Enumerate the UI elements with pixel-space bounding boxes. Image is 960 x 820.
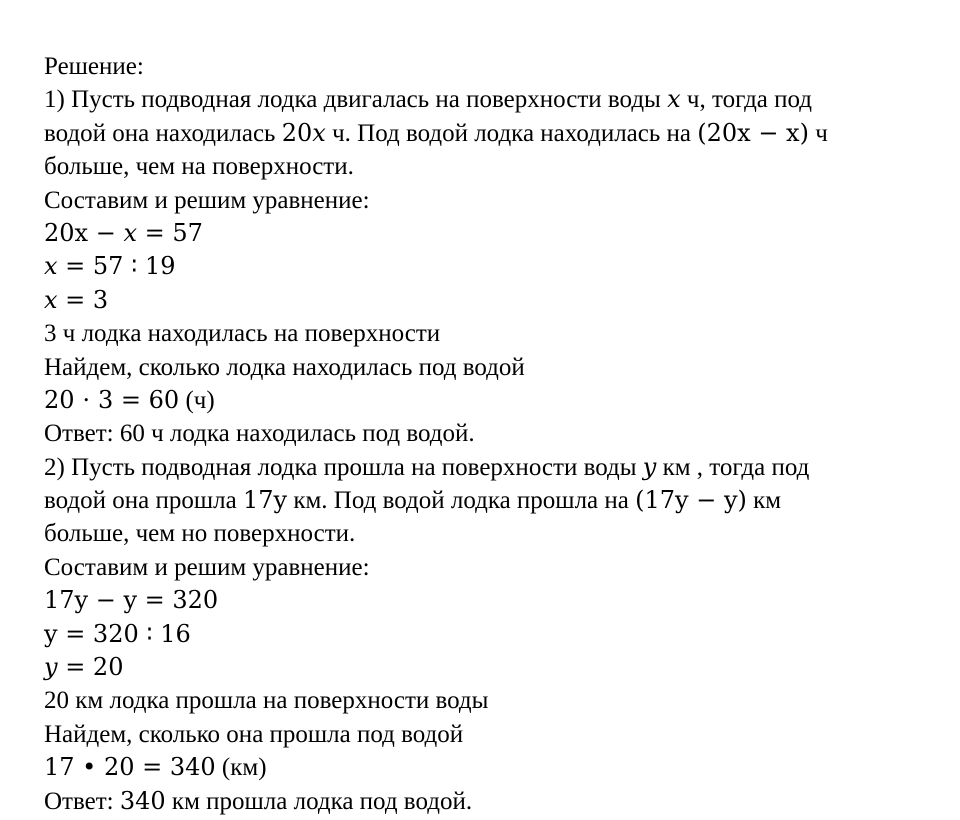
p2-equation-2 — [44, 618, 956, 651]
p1-equation-1 — [44, 217, 956, 250]
p2-l4-text: Составим и решим уравнение: — [44, 553, 370, 581]
p1-l9-text: Найдем, сколько лодка находилась под водой — [44, 353, 525, 381]
p2-answer — [44, 785, 956, 818]
p2-answer-text-b: км прошла лодка под водой. — [165, 787, 473, 815]
p2-equation-1 — [44, 584, 956, 617]
p1-line-1 — [44, 83, 956, 116]
p1-l2-variable: x — [312, 118, 326, 147]
p2-calculation — [44, 751, 956, 784]
p1-line-9 — [44, 351, 956, 384]
heading-text: Решение: — [44, 53, 144, 80]
p1-l2-text-b: ч. Под водой лодка находилась на — [325, 119, 698, 147]
p1-l8-text: 3 ч лодка находилась на поверхности — [44, 320, 441, 348]
solution-document — [44, 50, 956, 818]
p2-l1-variable: y — [642, 452, 657, 481]
p1-eq3-variable: x — [44, 285, 58, 314]
p1-l2-text-c: ч — [808, 119, 828, 147]
p2-line-3 — [44, 517, 956, 550]
p2-line-8 — [44, 684, 956, 717]
p2-l2-text-b: км. Под водой лодка прошла на — [287, 487, 636, 515]
p2-l3-text: больше, чем но поверхности. — [44, 520, 356, 548]
p1-calc-unit: (ч) — [179, 386, 215, 414]
p2-equation-3 — [44, 651, 956, 684]
p1-l4-text: Составим и решим уравнение: — [44, 186, 370, 214]
p1-calc-expression: 20 ⋅ 3 = 60 — [44, 385, 180, 414]
p1-l3-text: больше, чем на поверхности. — [44, 153, 354, 181]
solution-heading — [44, 50, 956, 83]
p1-calculation — [44, 384, 956, 417]
p2-l1-text-a: 2) Пусть подводная лодка прошла на поверхности воды — [44, 453, 643, 481]
p1-equation-2 — [44, 250, 956, 283]
p1-line-2 — [44, 117, 956, 150]
p1-l2-text-a: водой она находилась — [44, 119, 282, 147]
p2-eq2: y = 320 ∶ 16 — [44, 619, 191, 648]
p1-equation-3 — [44, 284, 956, 317]
p1-l1-variable: x — [667, 85, 681, 114]
p1-l1-text-a: 1) Пусть подводная лодка двигалась на поверхности воды — [44, 86, 668, 114]
p1-eq3-b: = 3 — [57, 285, 109, 314]
p1-eq2-variable: x — [44, 252, 58, 281]
p2-line-4 — [44, 551, 956, 584]
p2-l9-text: Найдем, сколько она прошла под водой — [44, 720, 464, 748]
p2-calc-unit: (км) — [215, 754, 267, 782]
p2-answer-text-a: Ответ: — [44, 787, 120, 815]
p2-line-9 — [44, 718, 956, 751]
p2-eq3-variable: y — [44, 653, 58, 682]
p1-line-8 — [44, 317, 956, 350]
p1-l2-expression: (20x − x) — [697, 118, 809, 147]
p2-eq3-b: = 20 — [57, 653, 124, 682]
p1-answer — [44, 417, 956, 450]
p1-eq1-variable: x — [123, 218, 137, 247]
p2-l2-expression-2: (17y − y) — [635, 486, 747, 515]
p1-eq2-b: = 57 ∶ 19 — [57, 252, 176, 281]
p1-eq1-a: 20x − — [44, 218, 124, 247]
p2-l8-text: 20 км лодка прошла на поверхности воды — [44, 687, 489, 715]
p1-answer-text: Ответ: 60 ч лодка находилась под водой. — [44, 420, 475, 448]
p2-line-1 — [44, 451, 956, 484]
p1-l2-coef: 20 — [281, 118, 313, 147]
p2-calc-expression: 17 • 20 = 340 — [44, 753, 216, 782]
p1-eq1-b: = 57 — [137, 218, 203, 247]
p2-eq1: 17y − y = 320 — [44, 586, 219, 615]
p2-l2-text-c: км — [746, 487, 782, 515]
p2-answer-number: 340 — [119, 786, 166, 815]
p1-l1-text-b: ч, тогда под — [680, 86, 813, 114]
p2-l2-expression-1: 17y — [242, 486, 288, 515]
p2-l2-text-a: водой она прошла — [44, 487, 243, 515]
p2-line-2 — [44, 484, 956, 517]
p2-l1-text-b: км , тогда под — [656, 453, 810, 481]
p1-line-3 — [44, 150, 956, 183]
p1-line-4 — [44, 184, 956, 217]
